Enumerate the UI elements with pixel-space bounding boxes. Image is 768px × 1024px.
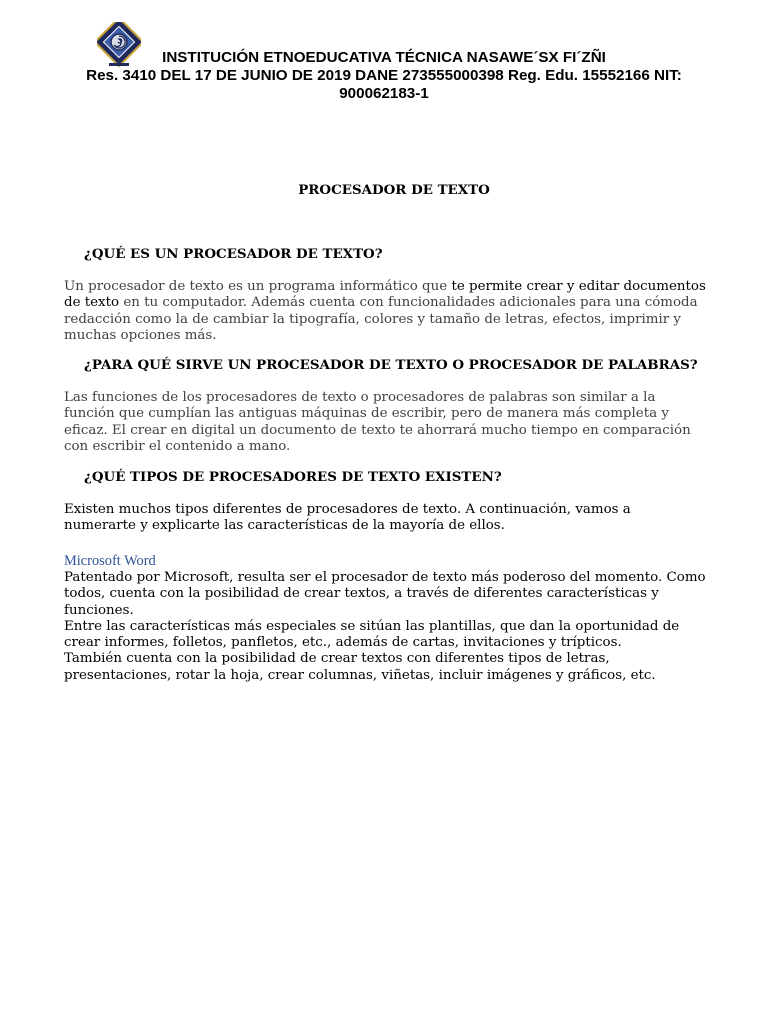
paragraph-line: Las funciones de los procesadores de texto o procesadores de palabras son similar a la [64, 390, 656, 405]
institution-name: INSTITUCIÓN ETNOEDUCATIVA TÉCNICA NASAWE´SX FI´ZÑI [162, 49, 606, 66]
paragraph-what-for [64, 390, 704, 455]
section-heading-what-is: ¿QUÉ ES UN PROCESADOR DE TEXTO? [84, 246, 383, 262]
paragraph-line [64, 295, 704, 311]
text-run: te permite crear y editar documentos [451, 279, 706, 294]
paragraph-line: crear informes, folletos, panfletos, etc., además de cartas, invitaciones y trípticos. [64, 635, 622, 651]
paragraph-line: con escribir el contenido a mano. [64, 438, 291, 454]
section-heading-types: ¿QUÉ TIPOS DE PROCESADORES DE TEXTO EXISTEN? [84, 469, 502, 485]
paragraph-line: Patentado por Microsoft, resulta ser el procesador de texto más poderoso del momento. Como [64, 570, 706, 585]
paragraph-line: muchas opciones más. [64, 327, 217, 343]
text-run: en tu computador. Además cuenta con funcionalidades adicionales para una cómoda [119, 295, 698, 311]
paragraph-line [64, 279, 704, 295]
resolution-line: Res. 3410 DEL 17 DE JUNIO DE 2019 DANE 273555000398 Reg. Edu. 15552166 NIT: [86, 67, 682, 84]
paragraph-line: redacción como la de cambiar la tipografía, colores y tamaño de letras, efectos, imprimir y [64, 311, 681, 327]
paragraph-line: numerarte y explicarte las características de la mayoría de ellos. [64, 518, 505, 534]
text-run: Un procesador de texto es un programa informático que [64, 279, 452, 294]
text-run: de texto [64, 295, 120, 311]
paragraph-types [64, 502, 704, 535]
paragraph-line: eficaz. El crear en digital un documento de texto te ahorrará mucho tiempo en comparación [64, 422, 691, 438]
paragraph-what-is [64, 279, 704, 344]
subheading-microsoft-word: Microsoft Word [64, 553, 156, 569]
paragraph-line: presentaciones, rotar la hoja, crear columnas, viñetas, incluir imágenes y gráficos, etc. [64, 667, 656, 683]
section-heading-what-for: ¿PARA QUÉ SIRVE UN PROCESADOR DE TEXTO O PROCESADOR DE PALABRAS? [84, 357, 698, 373]
paragraph-microsoft-word [64, 570, 704, 684]
paragraph-line: Existen muchos tipos diferentes de procesadores de texto. A continuación, vamos a [64, 502, 631, 517]
paragraph-line: Entre las características más especiales se sitúan las plantillas, que dan la oportunidad de [64, 618, 680, 634]
paragraph-line: funciones. [64, 602, 134, 618]
document-title: PROCESADOR DE TEXTO [298, 182, 490, 198]
paragraph-line: función que cumplían las antiguas máquinas de escribir, pero de manera más completa y [64, 406, 669, 422]
paragraph-line: También cuenta con la posibilidad de crear textos con diferentes tipos de letras, [64, 651, 610, 667]
paragraph-line: todos, cuenta con la posibilidad de crear textos, a través de diferentes características y [64, 586, 659, 602]
nit-line: 900062183-1 [339, 85, 429, 102]
